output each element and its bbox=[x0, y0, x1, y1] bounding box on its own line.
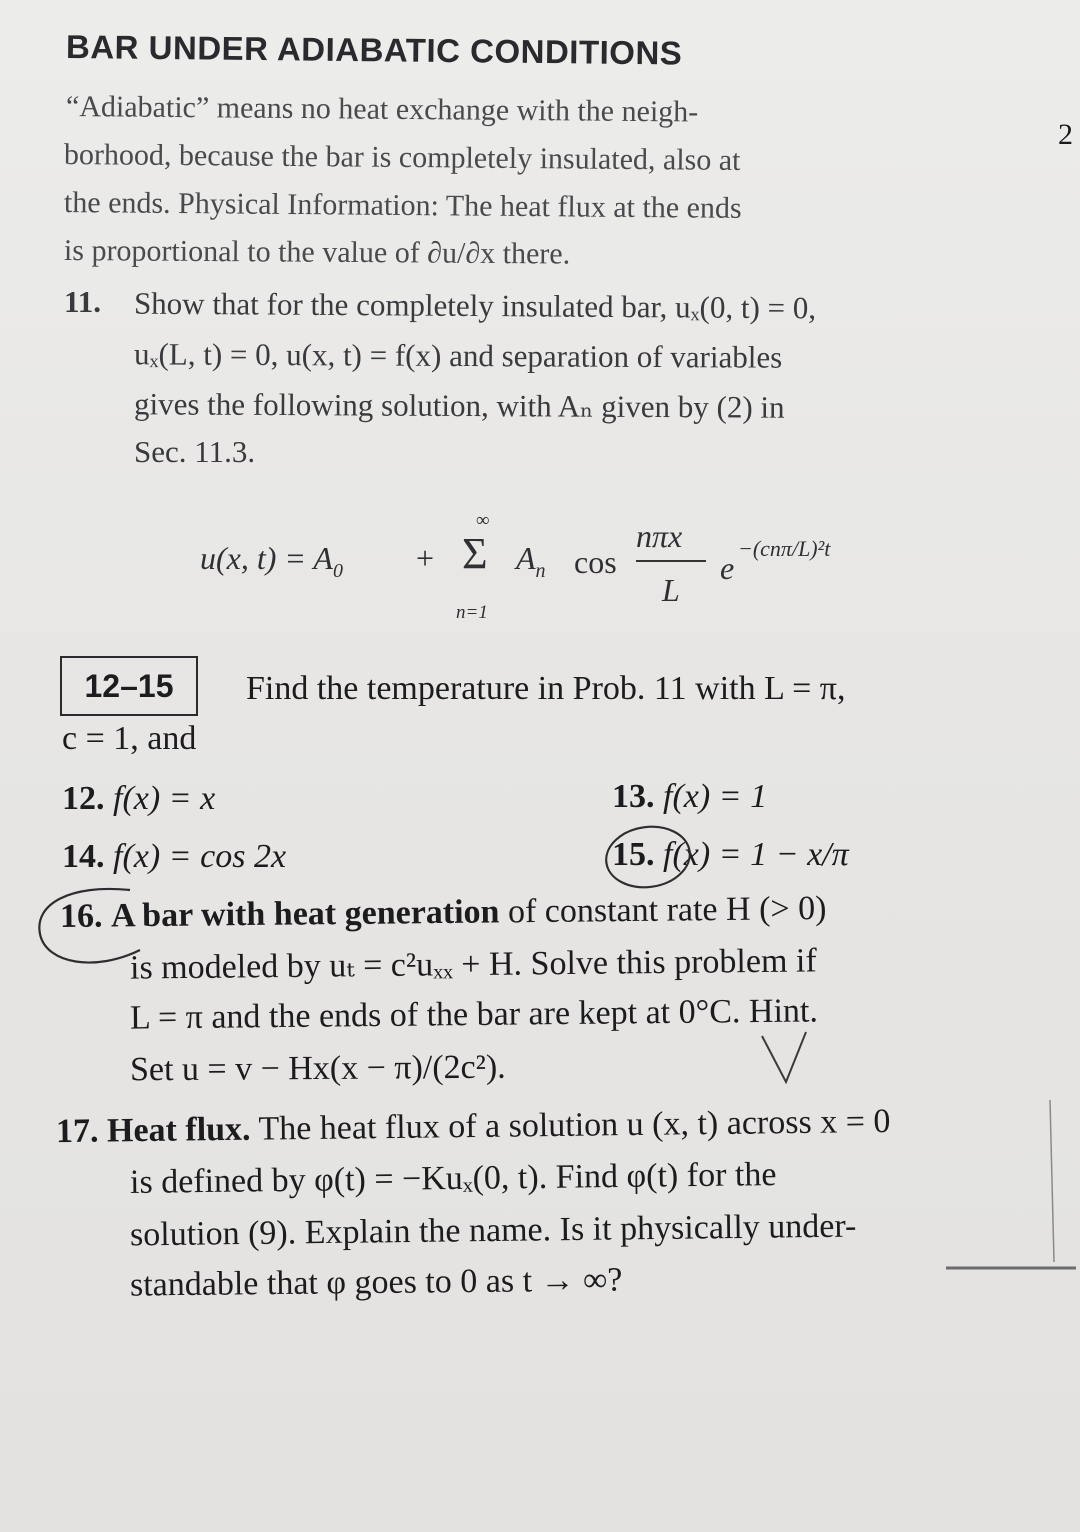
sum-upper-limit: ∞ bbox=[476, 510, 490, 531]
problem-17-line-3: solution (9). Explain the name. Is it physically under- bbox=[129, 1207, 857, 1254]
problems-12-15-intro-cont: c = 1, and bbox=[62, 720, 197, 757]
problem-17-line-2: is defined by φ(t) = −Kuₓ(0, t). Find φ(t) for the bbox=[129, 1156, 777, 1201]
intro-line-1: “Adiabatic” means no heat exchange with the neigh- bbox=[65, 90, 699, 129]
problem-16-line-3: L = π and the ends of the bar are kept at 0°C. Hint. bbox=[129, 992, 819, 1037]
margin-page-mark: 2 bbox=[1058, 118, 1073, 151]
check-mark bbox=[762, 1032, 806, 1082]
formula-cos: cos bbox=[574, 544, 617, 580]
intro-line-2: borhood, because the bar is completely insulated, also at bbox=[63, 138, 741, 177]
problem-11-line-1: Show that for the completely insulated bar, uₓ(0, t) = 0, bbox=[133, 285, 817, 326]
fraction-bar bbox=[636, 560, 706, 562]
problem-17-line-1: 17. Heat flux. The heat flux of a solution u (x, t) across x = 0 bbox=[55, 1102, 891, 1151]
section-title: BAR UNDER ADIABATIC CONDITIONS bbox=[65, 28, 683, 72]
problems-12-15-intro: Find the temperature in Prob. 11 with L = π, bbox=[246, 670, 846, 707]
sigma-symbol: Σ bbox=[462, 529, 488, 578]
intro-line-4: is proportional to the value of ∂u/∂x there. bbox=[63, 234, 571, 271]
problem-16-line-1: 16. A bar with heat generation of constant rate H (> 0) bbox=[59, 889, 827, 936]
problem-14: 14. f(x) = cos 2x bbox=[62, 838, 287, 875]
formula-lhs: u(x, $t) = A_0$ bbox=[200, 540, 343, 582]
margin-vertical-stroke bbox=[1050, 1100, 1054, 1262]
fraction-numerator: nπx bbox=[636, 518, 683, 554]
problem-11-line-2: uₓ(L, t) = 0, u(x, t) = f(x) and separation of variables bbox=[133, 336, 783, 375]
formula-term: $A_n$ bbox=[516, 540, 546, 582]
problem-17-line-4: standable that φ goes to 0 as t → ∞? bbox=[129, 1261, 623, 1304]
formula-plus: + bbox=[416, 540, 435, 576]
sum-lower-limit: n=1 bbox=[456, 602, 488, 623]
problem-range-box: 12–15 bbox=[60, 656, 198, 716]
problem-11-number: 11. bbox=[64, 284, 102, 319]
fraction-denominator: L bbox=[662, 572, 680, 608]
problem-11-line-4: Sec. 11.3. bbox=[134, 434, 256, 469]
problem-16-line-4: Set u = v − Hx(x − π)/(2c²). bbox=[129, 1048, 506, 1089]
problem-15: 15. f(x) = 1 − x/π bbox=[612, 836, 849, 873]
problem-12: 12. f(x) = x bbox=[62, 780, 216, 817]
problem-16-line-2: is modeled by uₜ = c²uₓₓ + H. Solve this problem if bbox=[129, 942, 817, 987]
intro-line-3: the ends. Physical Information: The heat flux at the ends bbox=[63, 186, 742, 225]
exp-base: e bbox=[720, 550, 735, 586]
problem-11-line-3: gives the following solution, with Aₙ given by (2) in bbox=[133, 386, 785, 425]
exp-exponent: −(cnπ/L)²t bbox=[738, 536, 831, 561]
problem-13: 13. f(x) = 1 bbox=[612, 778, 768, 815]
